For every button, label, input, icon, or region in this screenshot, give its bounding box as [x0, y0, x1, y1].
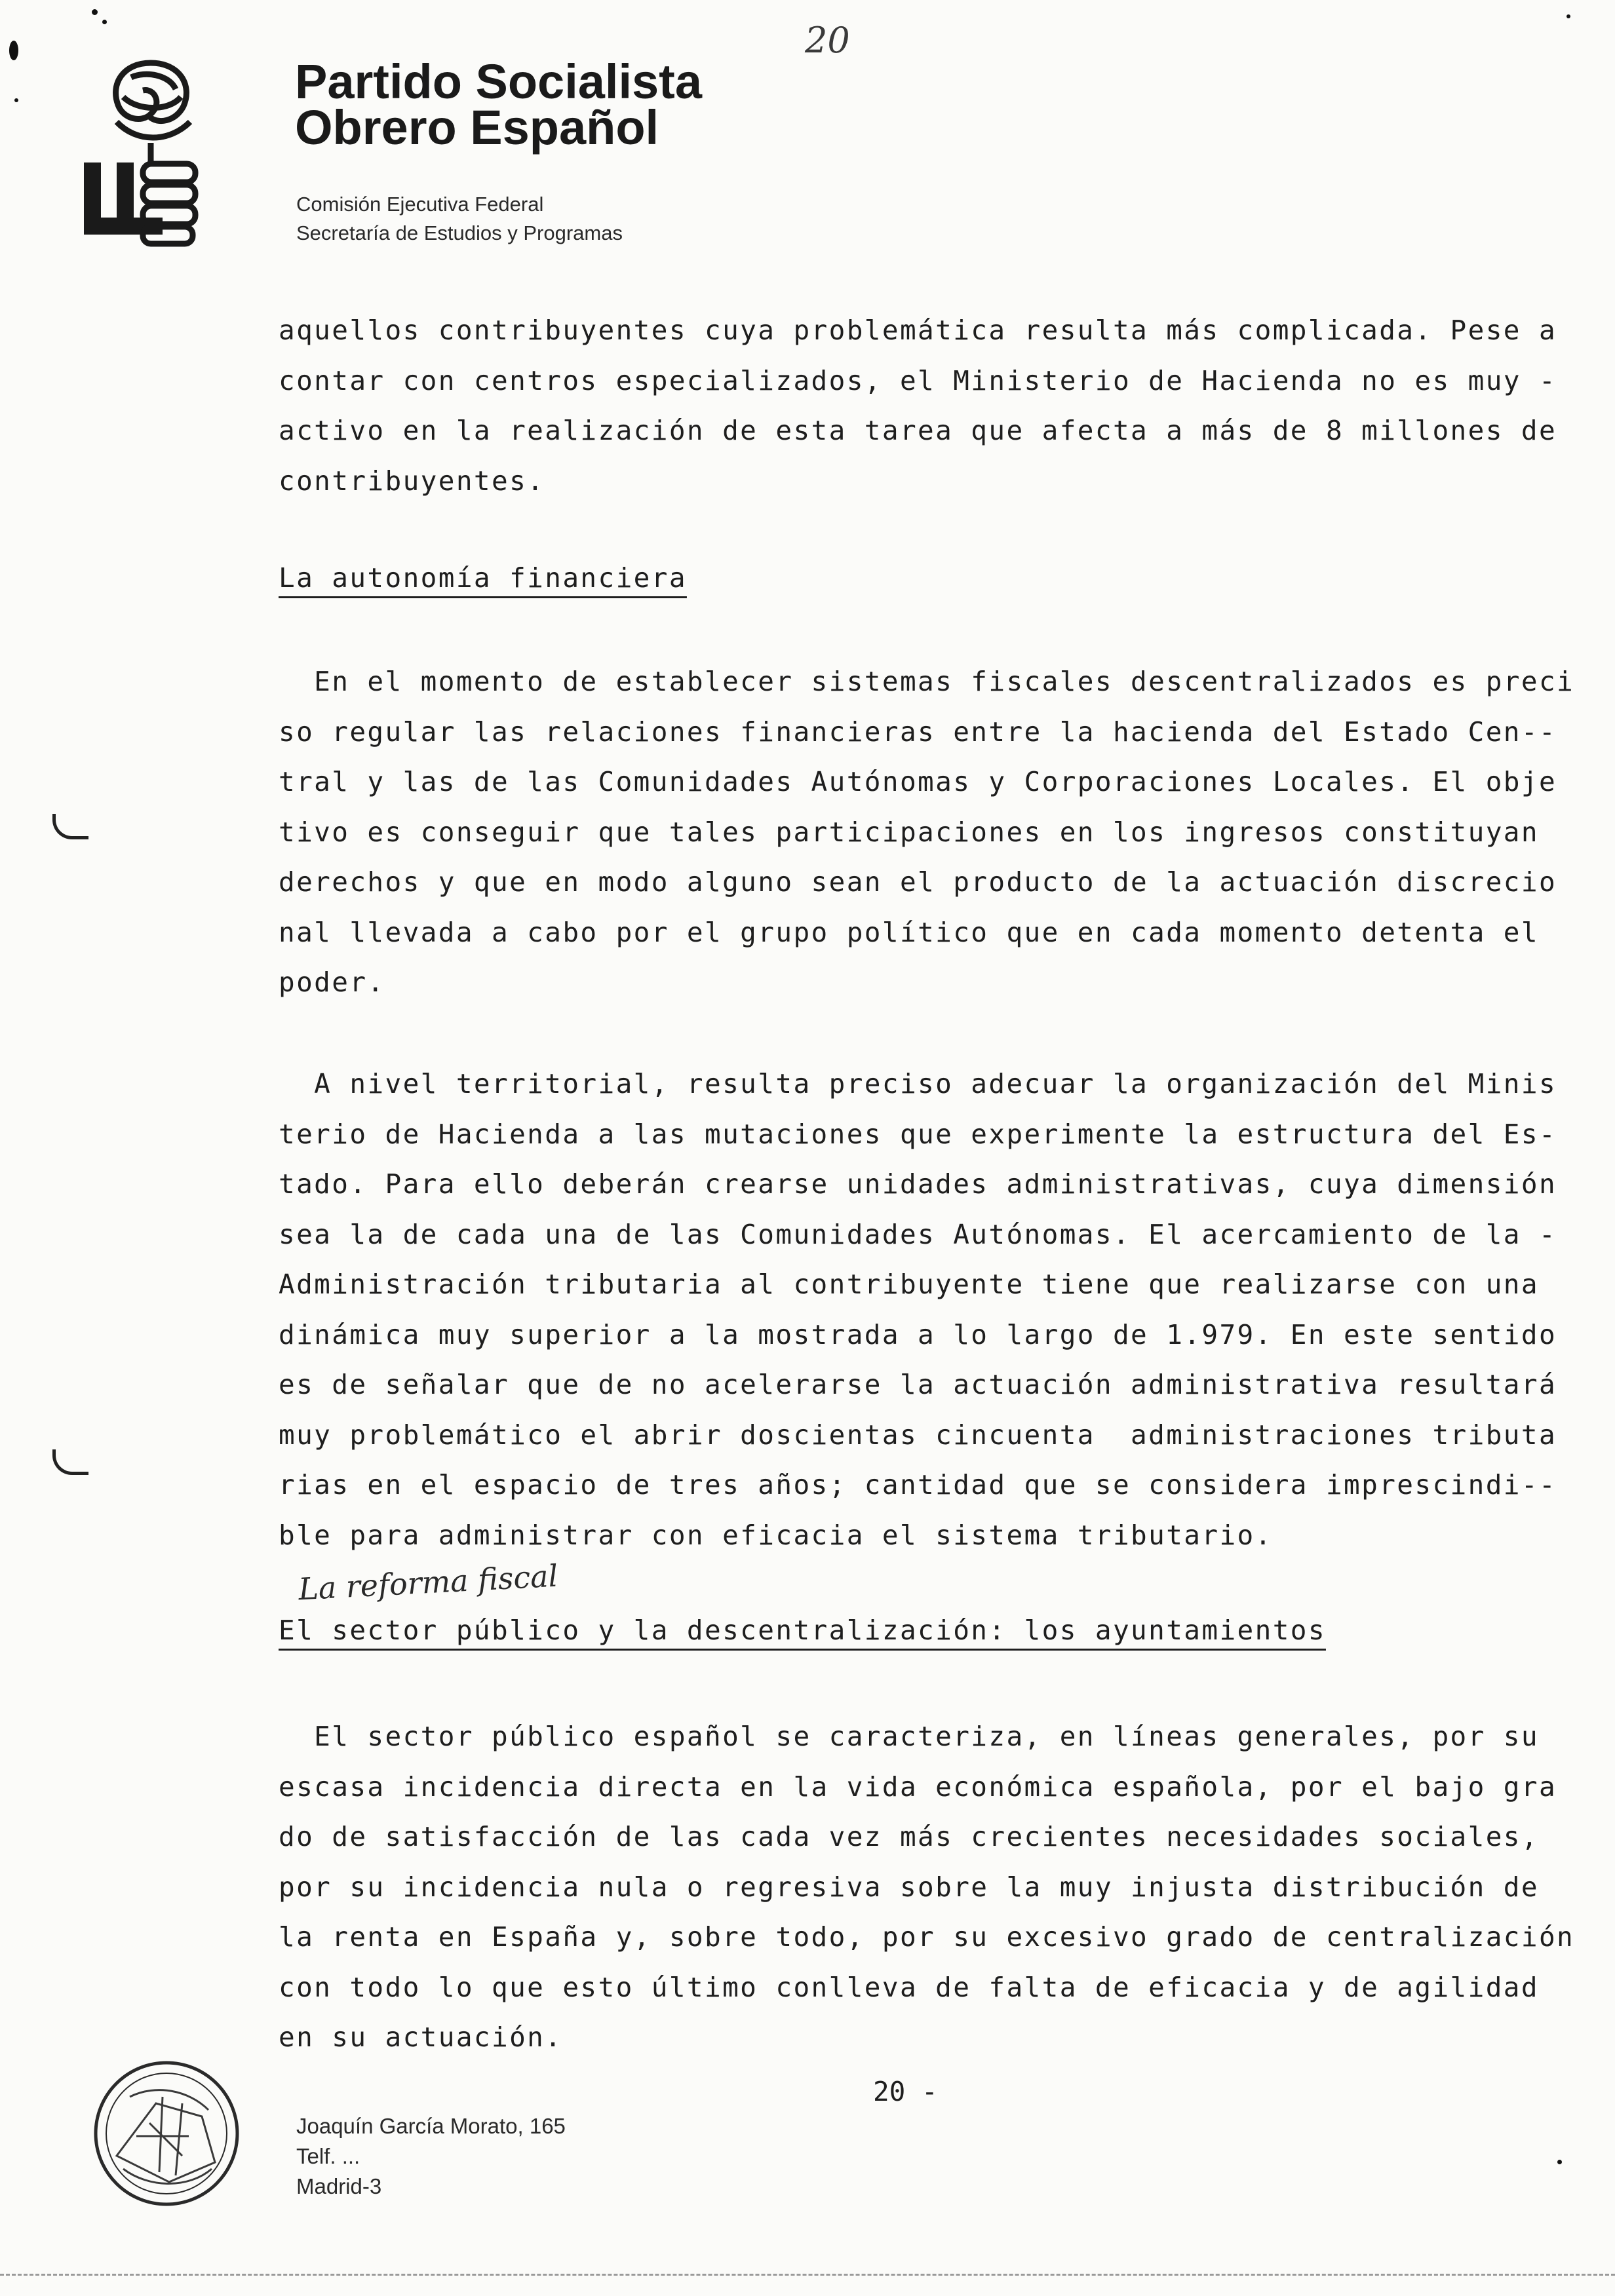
text-line: por su incidencia nula o regresiva sobre la muy injusta distribución de — [279, 1871, 1539, 1903]
scan-speck — [102, 20, 107, 24]
intro-paragraph — [279, 305, 1557, 506]
page-bottom-edge — [0, 2274, 1615, 2276]
text-line: muy problemático el abrir doscientas cincuenta administraciones tributa — [279, 1419, 1557, 1451]
address-city: Madrid-3 — [296, 2174, 382, 2198]
text-line: dinámica muy superior a la mostrada a lo largo de 1.979. En este sentido — [279, 1318, 1557, 1350]
text-line: terio de Hacienda a las mutaciones que experimente la estructura del Es- — [279, 1118, 1557, 1150]
address-block — [296, 2111, 566, 2202]
text-line: tivo es conseguir que tales participaciones en los ingresos constituyan — [279, 816, 1539, 848]
scan-speck — [1557, 2160, 1562, 2164]
page-number: 20 - — [873, 2076, 938, 2107]
text-line: con todo lo que esto último conlleva de falta de eficacia y de agilidad — [279, 1971, 1539, 2003]
handwritten-page-number: 20 — [805, 20, 850, 61]
text-line: El sector público español se caracteriza, en líneas generales, por su — [279, 1721, 1539, 1752]
scan-speck — [92, 9, 98, 15]
stamp-seal-icon — [90, 2057, 243, 2210]
text-line: activo en la realización de esta tarea que afecta a más de 8 millones de — [279, 415, 1557, 446]
text-line: aquellos contribuyentes cuya problemática resulta más complicada. Pese a — [279, 315, 1557, 346]
text-line: sea la de cada una de las Comunidades Autónomas. El acercamiento de la - — [279, 1218, 1557, 1250]
text-line: nal llevada a cabo por el grupo político que en cada momento detenta el — [279, 916, 1539, 948]
text-line: A nivel territorial, resulta preciso adecuar la organización del Minis — [279, 1068, 1557, 1100]
text-line: es de señalar que de no acelerarse la actuación administrativa resultará — [279, 1369, 1557, 1400]
section-heading-sector-publico: El sector público y la descentralización: los ayuntamientos — [279, 1615, 1326, 1646]
text-line: so regular las relaciones financieras entre la hacienda del Estado Cen-- — [279, 716, 1557, 748]
fist-and-rose-logo-icon — [77, 51, 225, 248]
text-line: En el momento de establecer sistemas fiscales descentralizados es preci — [279, 666, 1575, 697]
scan-speck — [1566, 14, 1570, 18]
organization-name — [295, 54, 702, 155]
section1-paragraph2 — [279, 1059, 1557, 1560]
text-line: escasa incidencia directa en la vida económica española, por el bajo gra — [279, 1770, 1557, 1803]
text-line: la renta en España y, sobre todo, por su excesivo grado de centralización — [279, 1921, 1575, 1953]
scan-speck — [9, 41, 18, 60]
committee-name: Comisión Ejecutiva Federal — [296, 193, 544, 216]
section2-paragraph1 — [279, 1712, 1574, 2063]
section1-paragraph1 — [279, 657, 1574, 1008]
text-line: contribuyentes. — [279, 465, 545, 497]
address-street: Joaquín García Morato, 165 — [296, 2114, 566, 2138]
committee-block — [296, 190, 623, 248]
department-name: Secretaría de Estudios y Programas — [296, 221, 623, 244]
text-line: tral y las de las Comunidades Autónomas y Corporaciones Locales. El obje — [279, 766, 1557, 797]
margin-mark — [52, 1449, 88, 1475]
handwritten-annotation: La reforma fiscal — [297, 1558, 559, 1607]
section-heading-autonomia: La autonomía financiera — [279, 562, 687, 594]
scan-speck — [14, 98, 18, 102]
text-line: tado. Para ello deberán crearse unidades administrativas, cuya dimensión — [279, 1168, 1557, 1200]
text-line: rias en el espacio de tres años; cantidad que se considera imprescindi-- — [279, 1469, 1557, 1501]
text-line: ble para administrar con eficacia el sistema tributario. — [279, 1519, 1273, 1551]
address-phone: Telf. ... — [296, 2144, 360, 2168]
margin-mark — [52, 814, 88, 839]
text-line: poder. — [279, 966, 385, 998]
organization-name-line1: Partido Socialista — [295, 54, 702, 109]
text-line: Administración tributaria al contribuyente tiene que realizarse con una — [279, 1269, 1539, 1300]
text-line: do de satisfacción de las cada vez más crecientes necesidades sociales, — [279, 1821, 1539, 1852]
text-line: derechos y que en modo alguno sean el producto de la actuación discrecio — [279, 866, 1557, 898]
text-line: contar con centros especializados, el Ministerio de Hacienda no es muy - — [279, 364, 1557, 396]
text-line: en su actuación. — [279, 2021, 563, 2053]
organization-name-line2: Obrero Español — [295, 100, 659, 155]
